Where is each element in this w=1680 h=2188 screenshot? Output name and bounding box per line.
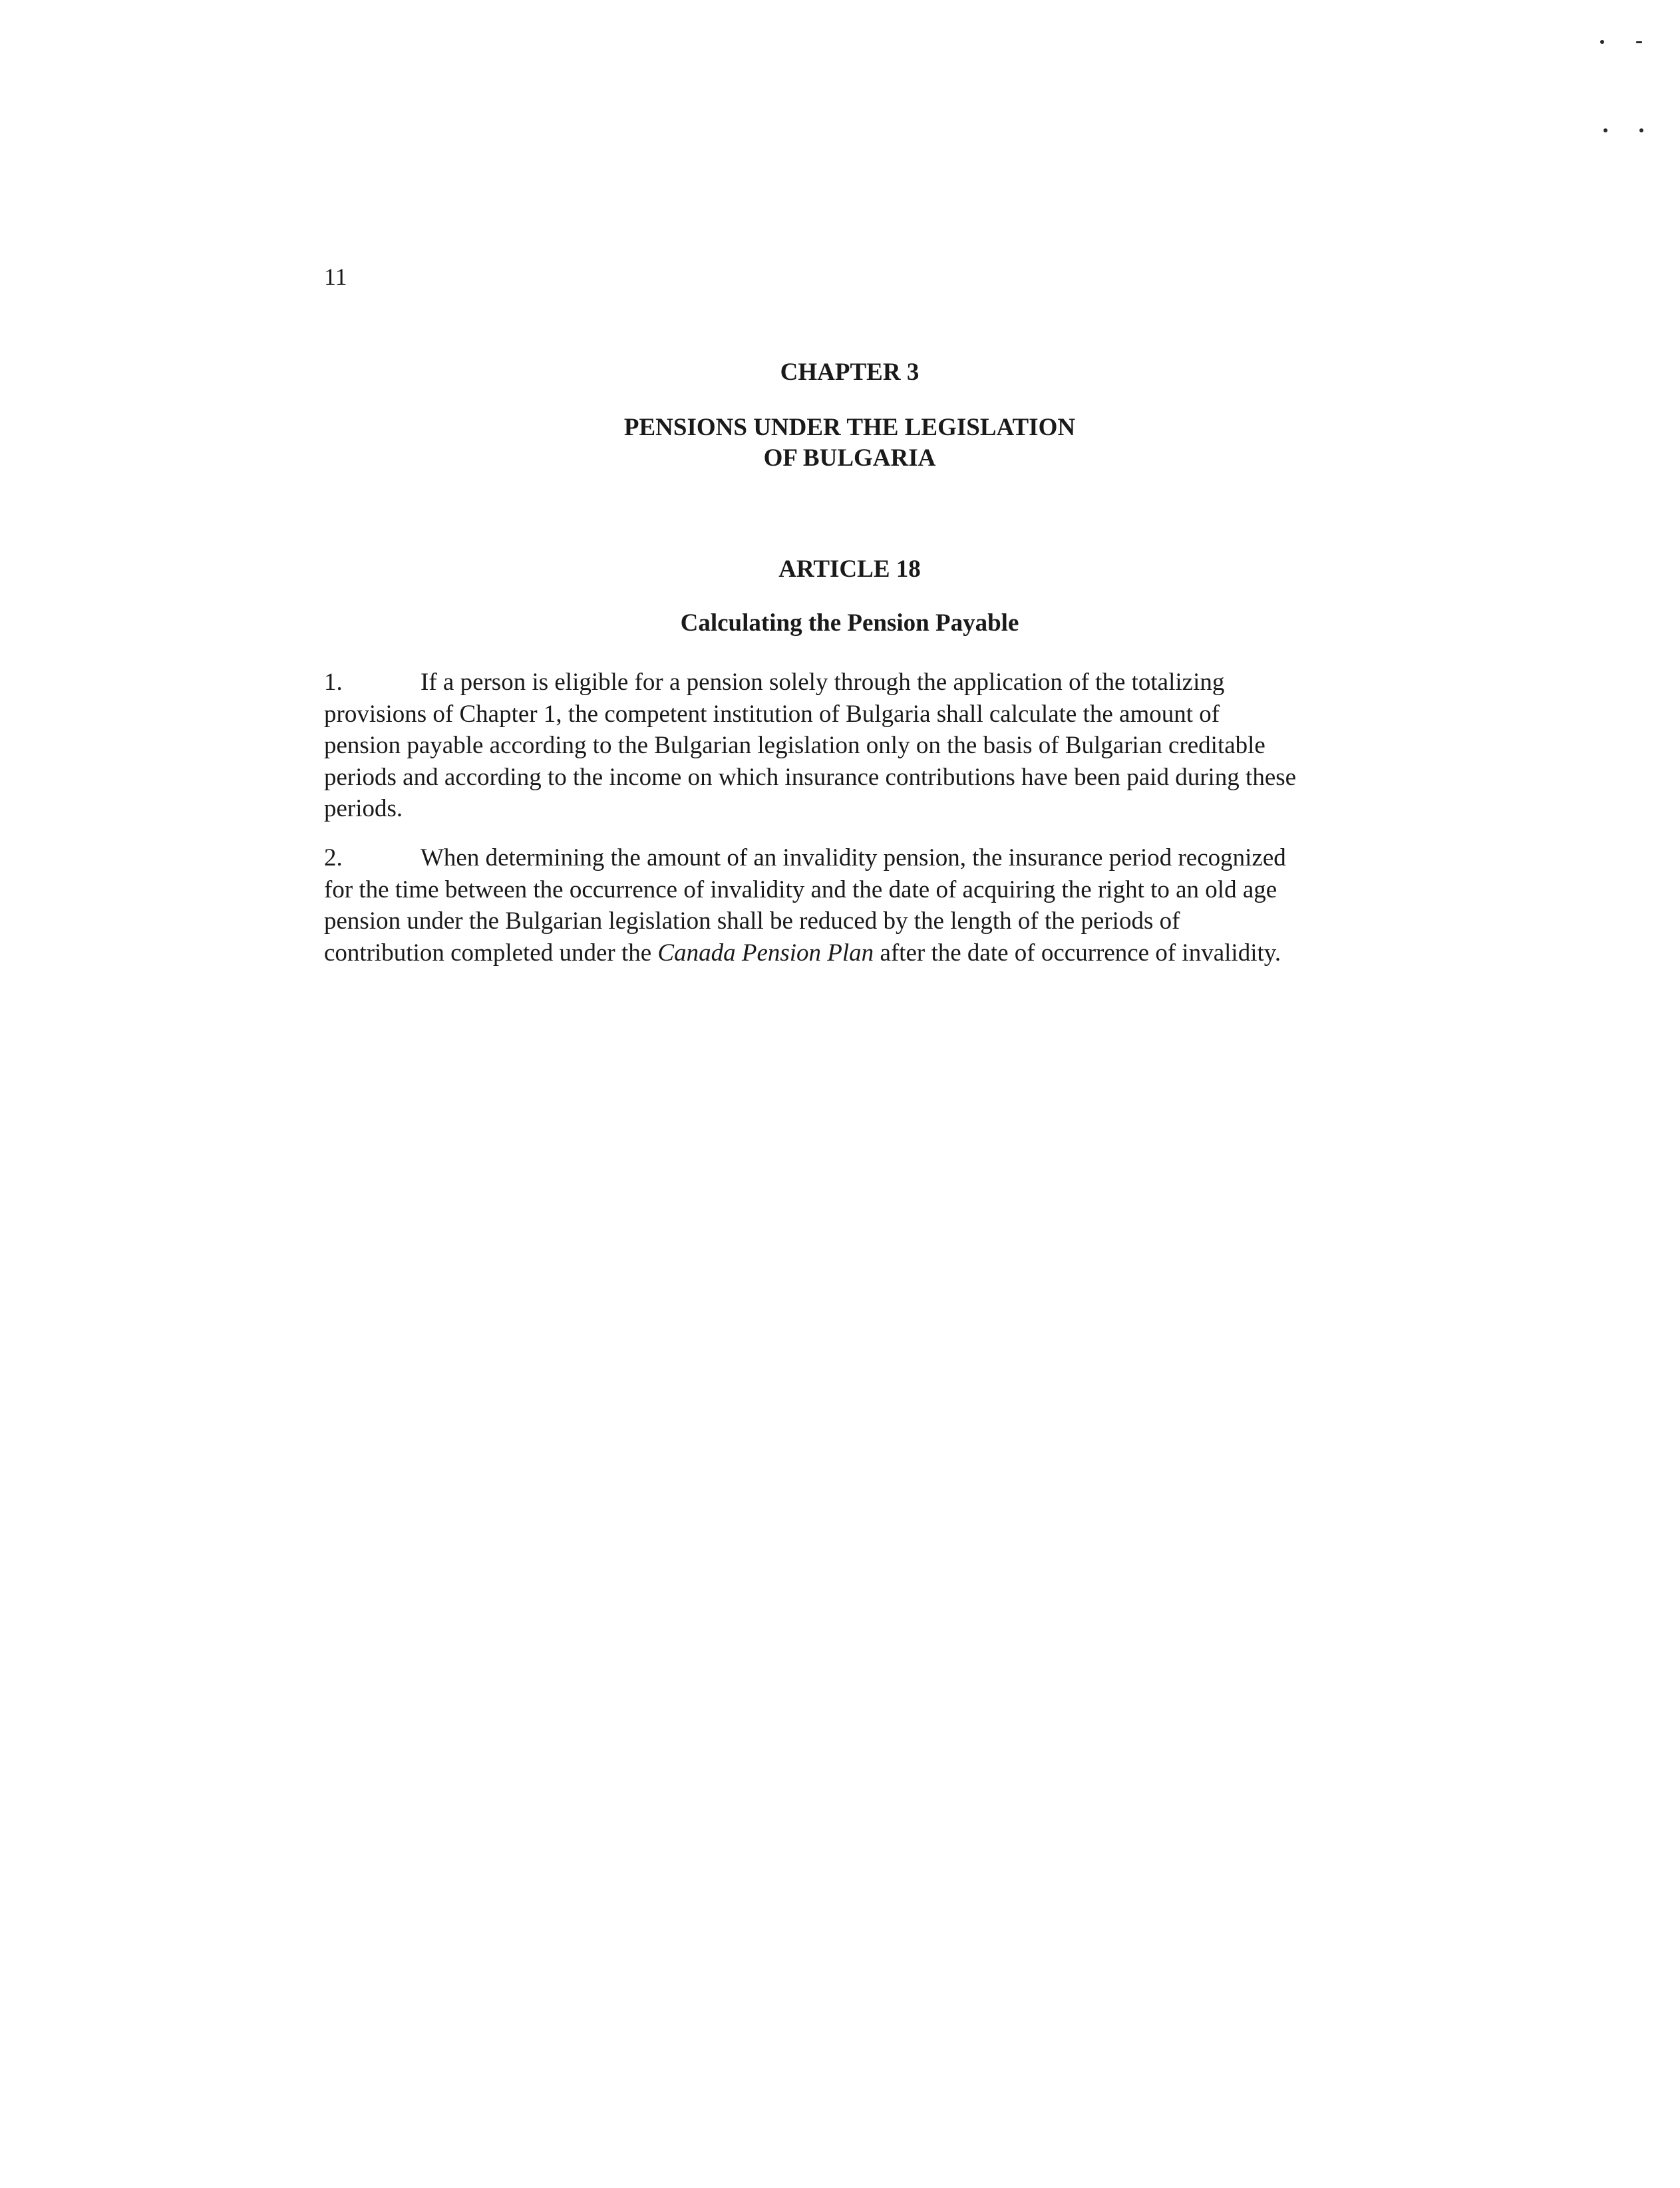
paragraph-line-text: When determining the amount of an invalidity pension, the insurance period recognized [420,844,1286,871]
chapter-title-line: OF BULGARIA [763,444,936,472]
paragraph-line: periods and according to the income on which insurance contributions have been paid during these [324,763,1297,791]
scan-speck [1636,41,1642,43]
paragraph-line: periods. [324,795,403,822]
scan-speck [1603,128,1607,132]
paragraph-number: 2. [324,844,343,871]
paragraph-line [324,667,1375,699]
paragraph-line-text: If a person is eligible for a pension solely through the application of the totalizing [420,669,1225,696]
paragraph-line: for the time between the occurrence of invalidity and the date of acquiring the right to an old age [324,875,1277,903]
paragraph-line: pension payable according to the Bulgarian legislation only on the basis of Bulgarian creditable [324,732,1265,759]
chapter-heading: CHAPTER 3 [780,359,920,386]
paragraph-line-text: after the date of occurrence of invalidity. [874,939,1281,967]
paragraph-line [324,842,1375,874]
article-title: Calculating the Pension Payable [680,609,1019,637]
chapter-title [324,412,1375,474]
paragraph-line-text: contribution completed under the [324,939,658,967]
chapter-title-line: PENSIONS UNDER THE LEGISLATION [623,414,1076,441]
paragraph-line [324,937,1375,969]
scan-speck [1600,40,1604,44]
paragraph-line: provisions of Chapter 1, the competent institution of Bulgaria shall calculate the amount of [324,700,1220,728]
paragraph-2 [324,842,1375,969]
paragraph-1 [324,667,1375,825]
paragraph-line: pension under the Bulgarian legislation shall be reduced by the length of the periods of [324,907,1180,935]
paragraph-number: 1. [324,669,343,696]
scan-speck [1639,128,1643,132]
page-number: 11 [324,263,347,290]
plan-name: Canada Pension Plan [657,939,874,967]
article-heading: ARTICLE 18 [778,555,921,583]
